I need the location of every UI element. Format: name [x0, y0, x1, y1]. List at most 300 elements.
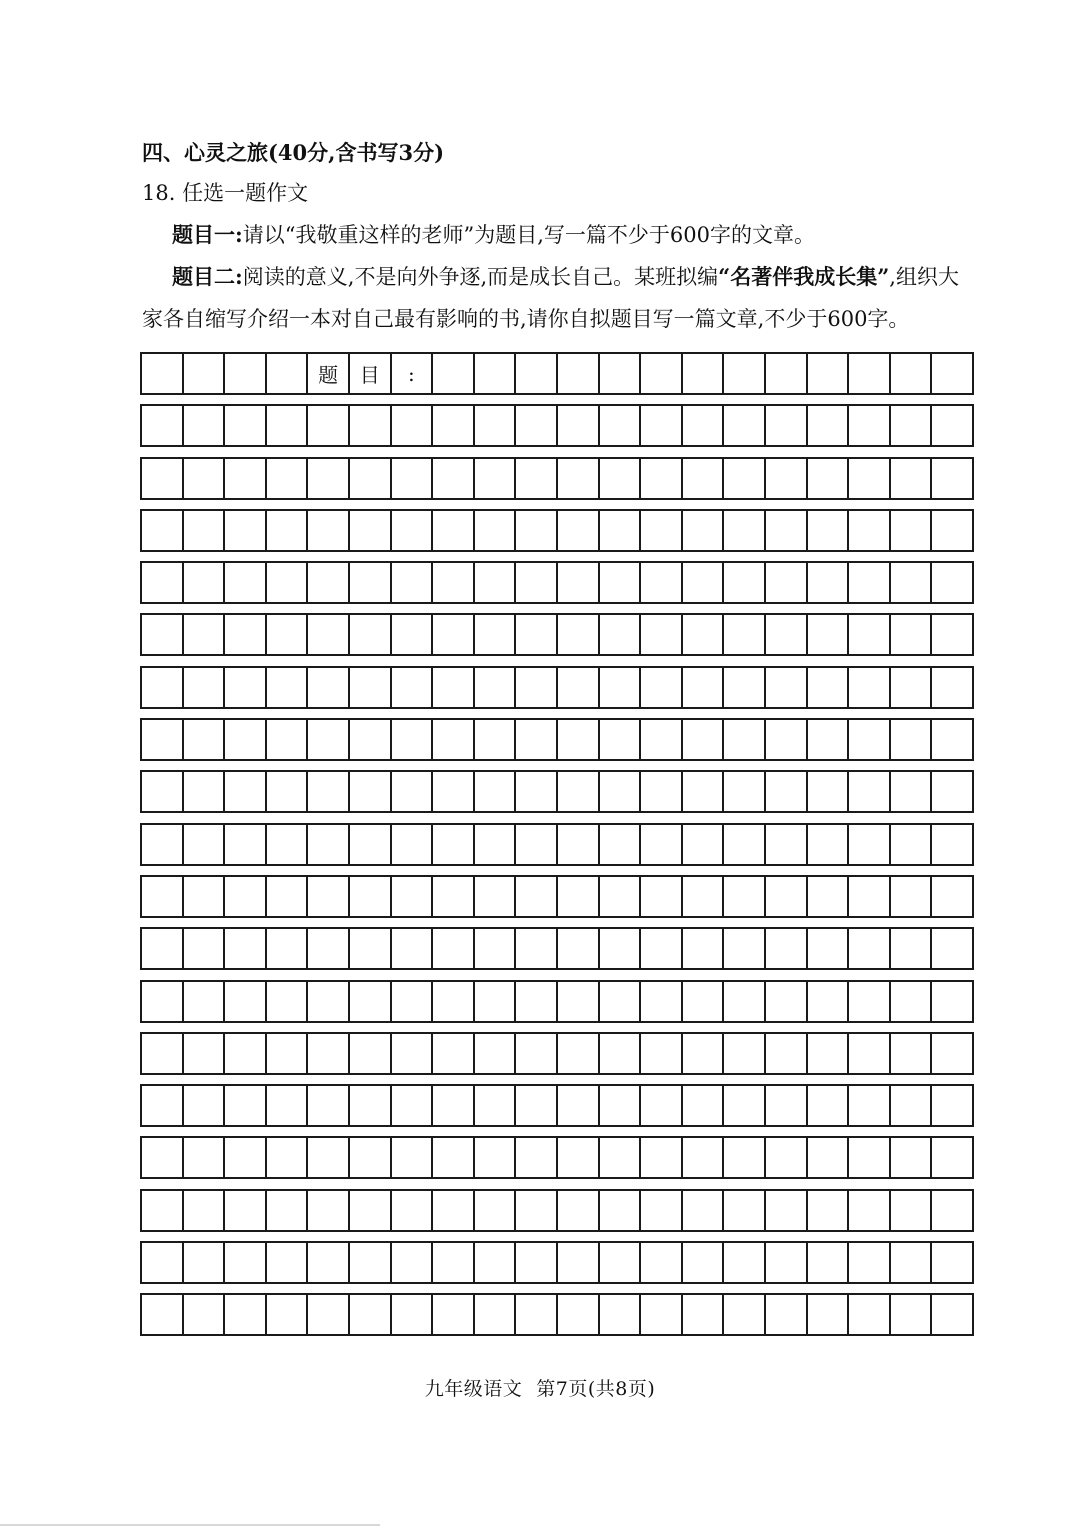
writing-cell[interactable]: [932, 1191, 972, 1230]
writing-cell[interactable]: [808, 1243, 850, 1282]
writing-cell[interactable]: [891, 511, 933, 550]
writing-cell[interactable]: [516, 1034, 558, 1073]
writing-cell[interactable]: [516, 668, 558, 707]
writing-cell[interactable]: [225, 982, 267, 1021]
writing-cell[interactable]: [516, 982, 558, 1021]
writing-cell[interactable]: [225, 1243, 267, 1282]
writing-cell[interactable]: [808, 1086, 850, 1125]
writing-cell[interactable]: [849, 354, 891, 393]
writing-cell[interactable]: [600, 1138, 642, 1177]
writing-cell[interactable]: [142, 354, 184, 393]
writing-cell[interactable]: [891, 1191, 933, 1230]
writing-cell[interactable]: [683, 877, 725, 916]
writing-cell[interactable]: [641, 459, 683, 498]
writing-cell[interactable]: [558, 877, 600, 916]
writing-cell[interactable]: [350, 929, 392, 968]
writing-cell[interactable]: [724, 563, 766, 602]
writing-cell[interactable]: [600, 1191, 642, 1230]
writing-cell[interactable]: [724, 877, 766, 916]
writing-cell[interactable]: [184, 825, 226, 864]
writing-cell[interactable]: [184, 1034, 226, 1073]
writing-cell[interactable]: [433, 982, 475, 1021]
writing-cell[interactable]: [225, 459, 267, 498]
writing-cell[interactable]: [267, 1086, 309, 1125]
writing-cell[interactable]: [641, 668, 683, 707]
writing-cell[interactable]: [932, 1034, 972, 1073]
writing-cell[interactable]: [683, 1034, 725, 1073]
writing-cell[interactable]: [641, 1243, 683, 1282]
writing-cell[interactable]: [433, 772, 475, 811]
writing-cell[interactable]: [766, 825, 808, 864]
writing-cell[interactable]: [683, 1243, 725, 1282]
writing-cell[interactable]: [932, 406, 972, 445]
writing-cell[interactable]: [766, 615, 808, 654]
writing-cell[interactable]: [766, 406, 808, 445]
writing-cell[interactable]: [724, 1086, 766, 1125]
writing-cell[interactable]: [475, 929, 517, 968]
writing-cell[interactable]: [891, 406, 933, 445]
writing-cell[interactable]: [600, 1243, 642, 1282]
writing-cell[interactable]: [932, 877, 972, 916]
writing-cell[interactable]: [724, 825, 766, 864]
writing-cell[interactable]: [475, 668, 517, 707]
writing-cell[interactable]: [225, 668, 267, 707]
writing-cell[interactable]: [516, 877, 558, 916]
writing-cell[interactable]: [350, 1243, 392, 1282]
writing-cell[interactable]: [350, 615, 392, 654]
writing-cell[interactable]: [475, 406, 517, 445]
writing-cell[interactable]: [683, 1191, 725, 1230]
writing-cell[interactable]: [475, 511, 517, 550]
writing-cell[interactable]: [308, 982, 350, 1021]
writing-cell[interactable]: [724, 406, 766, 445]
writing-cell[interactable]: [350, 825, 392, 864]
writing-cell[interactable]: [558, 615, 600, 654]
writing-cell[interactable]: [350, 720, 392, 759]
writing-cell[interactable]: [475, 772, 517, 811]
writing-cell[interactable]: [184, 720, 226, 759]
writing-cell[interactable]: [932, 459, 972, 498]
writing-cell[interactable]: [350, 511, 392, 550]
writing-cell[interactable]: [433, 511, 475, 550]
writing-cell[interactable]: [267, 1034, 309, 1073]
writing-cell[interactable]: [475, 1243, 517, 1282]
writing-cell[interactable]: [558, 982, 600, 1021]
writing-cell[interactable]: [600, 459, 642, 498]
writing-cell[interactable]: [891, 772, 933, 811]
writing-cell[interactable]: [225, 1086, 267, 1125]
writing-cell[interactable]: [849, 929, 891, 968]
writing-cell[interactable]: [225, 1191, 267, 1230]
writing-cell[interactable]: [516, 406, 558, 445]
writing-cell[interactable]: [433, 563, 475, 602]
writing-cell[interactable]: [433, 459, 475, 498]
writing-cell[interactable]: [641, 720, 683, 759]
writing-cell[interactable]: [558, 929, 600, 968]
writing-cell[interactable]: [766, 720, 808, 759]
writing-cell[interactable]: [932, 668, 972, 707]
writing-cell[interactable]: [267, 720, 309, 759]
writing-cell[interactable]: [308, 511, 350, 550]
writing-cell[interactable]: [600, 406, 642, 445]
writing-cell[interactable]: [350, 1034, 392, 1073]
writing-cell[interactable]: [724, 772, 766, 811]
writing-cell[interactable]: [558, 1034, 600, 1073]
writing-cell[interactable]: [849, 1034, 891, 1073]
writing-cell[interactable]: [184, 929, 226, 968]
writing-cell[interactable]: [475, 720, 517, 759]
writing-cell[interactable]: [142, 1034, 184, 1073]
writing-cell[interactable]: [392, 877, 434, 916]
writing-cell[interactable]: [142, 668, 184, 707]
writing-cell[interactable]: [558, 1243, 600, 1282]
writing-cell[interactable]: [683, 459, 725, 498]
writing-cell[interactable]: [600, 563, 642, 602]
writing-cell[interactable]: [641, 354, 683, 393]
writing-cell[interactable]: [641, 982, 683, 1021]
writing-cell[interactable]: [475, 563, 517, 602]
writing-cell[interactable]: [350, 1191, 392, 1230]
writing-cell[interactable]: [932, 511, 972, 550]
writing-cell[interactable]: [267, 877, 309, 916]
writing-cell[interactable]: [516, 720, 558, 759]
writing-cell[interactable]: [766, 1295, 808, 1334]
writing-cell[interactable]: [350, 668, 392, 707]
writing-cell[interactable]: [808, 929, 850, 968]
writing-cell[interactable]: [350, 772, 392, 811]
writing-cell[interactable]: [849, 1086, 891, 1125]
writing-cell[interactable]: [392, 406, 434, 445]
writing-cell[interactable]: [308, 877, 350, 916]
writing-cell[interactable]: [766, 511, 808, 550]
writing-cell[interactable]: [433, 668, 475, 707]
writing-cell[interactable]: [600, 1295, 642, 1334]
writing-cell[interactable]: [766, 1243, 808, 1282]
writing-cell[interactable]: [142, 459, 184, 498]
writing-cell[interactable]: [849, 511, 891, 550]
writing-cell[interactable]: [433, 1243, 475, 1282]
writing-cell[interactable]: [184, 511, 226, 550]
writing-cell[interactable]: [683, 1295, 725, 1334]
writing-cell[interactable]: [142, 1243, 184, 1282]
writing-cell[interactable]: [308, 772, 350, 811]
writing-cell[interactable]: [433, 1191, 475, 1230]
writing-cell[interactable]: [808, 877, 850, 916]
writing-cell[interactable]: [142, 825, 184, 864]
writing-cell[interactable]: [392, 825, 434, 864]
writing-cell[interactable]: [267, 772, 309, 811]
writing-cell[interactable]: [808, 354, 850, 393]
writing-cell[interactable]: [600, 772, 642, 811]
writing-cell[interactable]: [308, 459, 350, 498]
writing-cell[interactable]: [516, 929, 558, 968]
writing-cell[interactable]: [267, 615, 309, 654]
writing-cell[interactable]: [267, 511, 309, 550]
writing-cell[interactable]: [891, 615, 933, 654]
writing-cell[interactable]: [808, 406, 850, 445]
writing-cell[interactable]: [392, 1295, 434, 1334]
writing-cell[interactable]: [600, 929, 642, 968]
writing-cell[interactable]: [849, 877, 891, 916]
writing-cell[interactable]: [184, 1191, 226, 1230]
writing-cell[interactable]: [558, 1138, 600, 1177]
writing-cell[interactable]: [267, 668, 309, 707]
writing-cell[interactable]: [142, 1191, 184, 1230]
writing-cell[interactable]: [142, 511, 184, 550]
writing-cell[interactable]: [641, 1138, 683, 1177]
writing-cell[interactable]: [225, 1138, 267, 1177]
writing-cell[interactable]: [558, 511, 600, 550]
writing-cell[interactable]: [433, 1034, 475, 1073]
writing-cell[interactable]: [516, 1295, 558, 1334]
writing-cell[interactable]: [225, 825, 267, 864]
writing-cell[interactable]: [392, 615, 434, 654]
writing-cell[interactable]: [433, 929, 475, 968]
writing-cell[interactable]: [808, 1138, 850, 1177]
writing-cell[interactable]: [724, 1138, 766, 1177]
writing-cell[interactable]: [558, 772, 600, 811]
writing-cell[interactable]: [766, 668, 808, 707]
writing-cell[interactable]: [724, 1191, 766, 1230]
writing-cell[interactable]: [142, 1138, 184, 1177]
writing-cell[interactable]: [724, 615, 766, 654]
writing-cell[interactable]: [350, 982, 392, 1021]
writing-cell[interactable]: [267, 1138, 309, 1177]
writing-cell[interactable]: [433, 720, 475, 759]
writing-cell[interactable]: [891, 877, 933, 916]
writing-cell[interactable]: [475, 354, 517, 393]
writing-cell[interactable]: [849, 1295, 891, 1334]
writing-cell[interactable]: [683, 406, 725, 445]
writing-cell[interactable]: [184, 1086, 226, 1125]
writing-cell[interactable]: [766, 877, 808, 916]
writing-cell[interactable]: [308, 720, 350, 759]
writing-cell[interactable]: [849, 1138, 891, 1177]
writing-cell[interactable]: [184, 1138, 226, 1177]
writing-cell[interactable]: [724, 354, 766, 393]
writing-cell[interactable]: [766, 1138, 808, 1177]
writing-cell[interactable]: [766, 1086, 808, 1125]
writing-cell[interactable]: [475, 877, 517, 916]
writing-cell[interactable]: [225, 615, 267, 654]
writing-cell[interactable]: [641, 1086, 683, 1125]
writing-cell[interactable]: [849, 563, 891, 602]
writing-cell[interactable]: [516, 1138, 558, 1177]
writing-cell[interactable]: [392, 929, 434, 968]
writing-cell[interactable]: [808, 563, 850, 602]
writing-cell[interactable]: [350, 1138, 392, 1177]
writing-cell[interactable]: [683, 982, 725, 1021]
writing-cell[interactable]: [724, 1243, 766, 1282]
writing-cell[interactable]: [724, 511, 766, 550]
writing-cell[interactable]: [308, 1086, 350, 1125]
writing-cell[interactable]: [392, 982, 434, 1021]
writing-cell[interactable]: [891, 825, 933, 864]
writing-cell[interactable]: [184, 1295, 226, 1334]
writing-cell[interactable]: [392, 1034, 434, 1073]
writing-cell[interactable]: [475, 982, 517, 1021]
writing-cell[interactable]: [475, 615, 517, 654]
writing-cell[interactable]: [475, 459, 517, 498]
writing-cell[interactable]: [808, 772, 850, 811]
writing-cell[interactable]: [932, 354, 972, 393]
writing-cell[interactable]: [932, 825, 972, 864]
writing-cell[interactable]: [142, 1086, 184, 1125]
writing-cell[interactable]: [766, 772, 808, 811]
writing-cell[interactable]: [308, 406, 350, 445]
writing-cell[interactable]: [932, 720, 972, 759]
writing-cell[interactable]: [683, 772, 725, 811]
writing-cell[interactable]: [142, 406, 184, 445]
writing-cell[interactable]: [184, 982, 226, 1021]
writing-cell[interactable]: [683, 929, 725, 968]
writing-cell[interactable]: [600, 720, 642, 759]
writing-cell[interactable]: [683, 511, 725, 550]
writing-cell[interactable]: [600, 354, 642, 393]
writing-cell[interactable]: [392, 563, 434, 602]
writing-cell[interactable]: [267, 406, 309, 445]
writing-cell[interactable]: [475, 825, 517, 864]
writing-cell[interactable]: [350, 1086, 392, 1125]
writing-cell[interactable]: [932, 929, 972, 968]
writing-cell[interactable]: [808, 720, 850, 759]
writing-cell[interactable]: [433, 825, 475, 864]
writing-cell[interactable]: [600, 615, 642, 654]
writing-cell[interactable]: [808, 1295, 850, 1334]
writing-cell[interactable]: [891, 563, 933, 602]
writing-cell[interactable]: [641, 615, 683, 654]
writing-cell[interactable]: [184, 406, 226, 445]
writing-cell[interactable]: [849, 406, 891, 445]
writing-cell[interactable]: [932, 772, 972, 811]
writing-cell[interactable]: [808, 825, 850, 864]
writing-cell[interactable]: [267, 825, 309, 864]
writing-cell[interactable]: [516, 354, 558, 393]
writing-cell[interactable]: [766, 459, 808, 498]
writing-cell[interactable]: [724, 982, 766, 1021]
writing-cell[interactable]: [891, 982, 933, 1021]
writing-cell[interactable]: [558, 1191, 600, 1230]
writing-cell[interactable]: [641, 1295, 683, 1334]
writing-cell[interactable]: [766, 1034, 808, 1073]
writing-cell[interactable]: [267, 459, 309, 498]
writing-cell[interactable]: [225, 406, 267, 445]
writing-cell[interactable]: [392, 459, 434, 498]
writing-cell[interactable]: [891, 354, 933, 393]
writing-cell[interactable]: [142, 563, 184, 602]
writing-cell[interactable]: [433, 615, 475, 654]
writing-cell[interactable]: [308, 615, 350, 654]
writing-cell[interactable]: [641, 511, 683, 550]
writing-cell[interactable]: [516, 563, 558, 602]
writing-cell[interactable]: [225, 720, 267, 759]
writing-cell[interactable]: [267, 354, 309, 393]
writing-cell[interactable]: [308, 1243, 350, 1282]
writing-cell[interactable]: [392, 772, 434, 811]
writing-cell[interactable]: [600, 1034, 642, 1073]
writing-cell[interactable]: [600, 1086, 642, 1125]
writing-cell[interactable]: [891, 459, 933, 498]
writing-cell[interactable]: [184, 563, 226, 602]
writing-cell[interactable]: [267, 982, 309, 1021]
writing-cell[interactable]: [184, 354, 226, 393]
writing-cell[interactable]: [932, 615, 972, 654]
writing-cell[interactable]: [808, 982, 850, 1021]
writing-cell[interactable]: [392, 511, 434, 550]
writing-cell[interactable]: [433, 406, 475, 445]
writing-cell[interactable]: [849, 615, 891, 654]
writing-cell[interactable]: [932, 1086, 972, 1125]
writing-cell[interactable]: [683, 615, 725, 654]
writing-cell[interactable]: [808, 1191, 850, 1230]
writing-cell[interactable]: [891, 668, 933, 707]
writing-cell[interactable]: [641, 1034, 683, 1073]
writing-cell[interactable]: [267, 1243, 309, 1282]
writing-cell[interactable]: [641, 877, 683, 916]
writing-cell[interactable]: [433, 1138, 475, 1177]
writing-cell[interactable]: [433, 877, 475, 916]
writing-cell[interactable]: [891, 1243, 933, 1282]
writing-cell[interactable]: [308, 1295, 350, 1334]
writing-cell[interactable]: [308, 1034, 350, 1073]
writing-cell[interactable]: [766, 929, 808, 968]
writing-cell[interactable]: [225, 511, 267, 550]
writing-cell[interactable]: [558, 668, 600, 707]
writing-cell[interactable]: [225, 354, 267, 393]
writing-cell[interactable]: [600, 982, 642, 1021]
writing-cell[interactable]: [184, 772, 226, 811]
writing-cell[interactable]: [849, 772, 891, 811]
writing-cell[interactable]: [932, 563, 972, 602]
writing-cell[interactable]: [308, 825, 350, 864]
writing-cell[interactable]: [267, 1295, 309, 1334]
writing-cell[interactable]: [808, 668, 850, 707]
writing-cell[interactable]: [683, 354, 725, 393]
writing-cell[interactable]: [516, 459, 558, 498]
writing-cell[interactable]: [267, 563, 309, 602]
writing-cell[interactable]: [308, 668, 350, 707]
writing-cell[interactable]: [392, 1191, 434, 1230]
writing-cell[interactable]: [683, 1138, 725, 1177]
writing-cell[interactable]: [308, 563, 350, 602]
writing-cell[interactable]: [724, 929, 766, 968]
writing-cell[interactable]: [849, 1191, 891, 1230]
writing-cell[interactable]: [475, 1138, 517, 1177]
writing-cell[interactable]: [142, 982, 184, 1021]
writing-cell[interactable]: [683, 563, 725, 602]
writing-cell[interactable]: [683, 825, 725, 864]
writing-cell[interactable]: [808, 459, 850, 498]
writing-cell[interactable]: [350, 563, 392, 602]
writing-cell[interactable]: [558, 1295, 600, 1334]
writing-cell[interactable]: [308, 929, 350, 968]
writing-cell[interactable]: [849, 459, 891, 498]
writing-cell[interactable]: [225, 772, 267, 811]
writing-cell[interactable]: [724, 1034, 766, 1073]
writing-cell[interactable]: [849, 982, 891, 1021]
writing-cell[interactable]: [600, 511, 642, 550]
writing-cell[interactable]: [308, 1191, 350, 1230]
writing-cell[interactable]: [475, 1086, 517, 1125]
writing-cell[interactable]: [392, 1086, 434, 1125]
writing-cell[interactable]: [891, 929, 933, 968]
writing-cell[interactable]: [392, 1243, 434, 1282]
writing-cell[interactable]: [558, 720, 600, 759]
writing-cell[interactable]: [142, 1295, 184, 1334]
writing-cell[interactable]: [184, 1243, 226, 1282]
writing-cell[interactable]: [475, 1034, 517, 1073]
writing-cell[interactable]: [766, 563, 808, 602]
